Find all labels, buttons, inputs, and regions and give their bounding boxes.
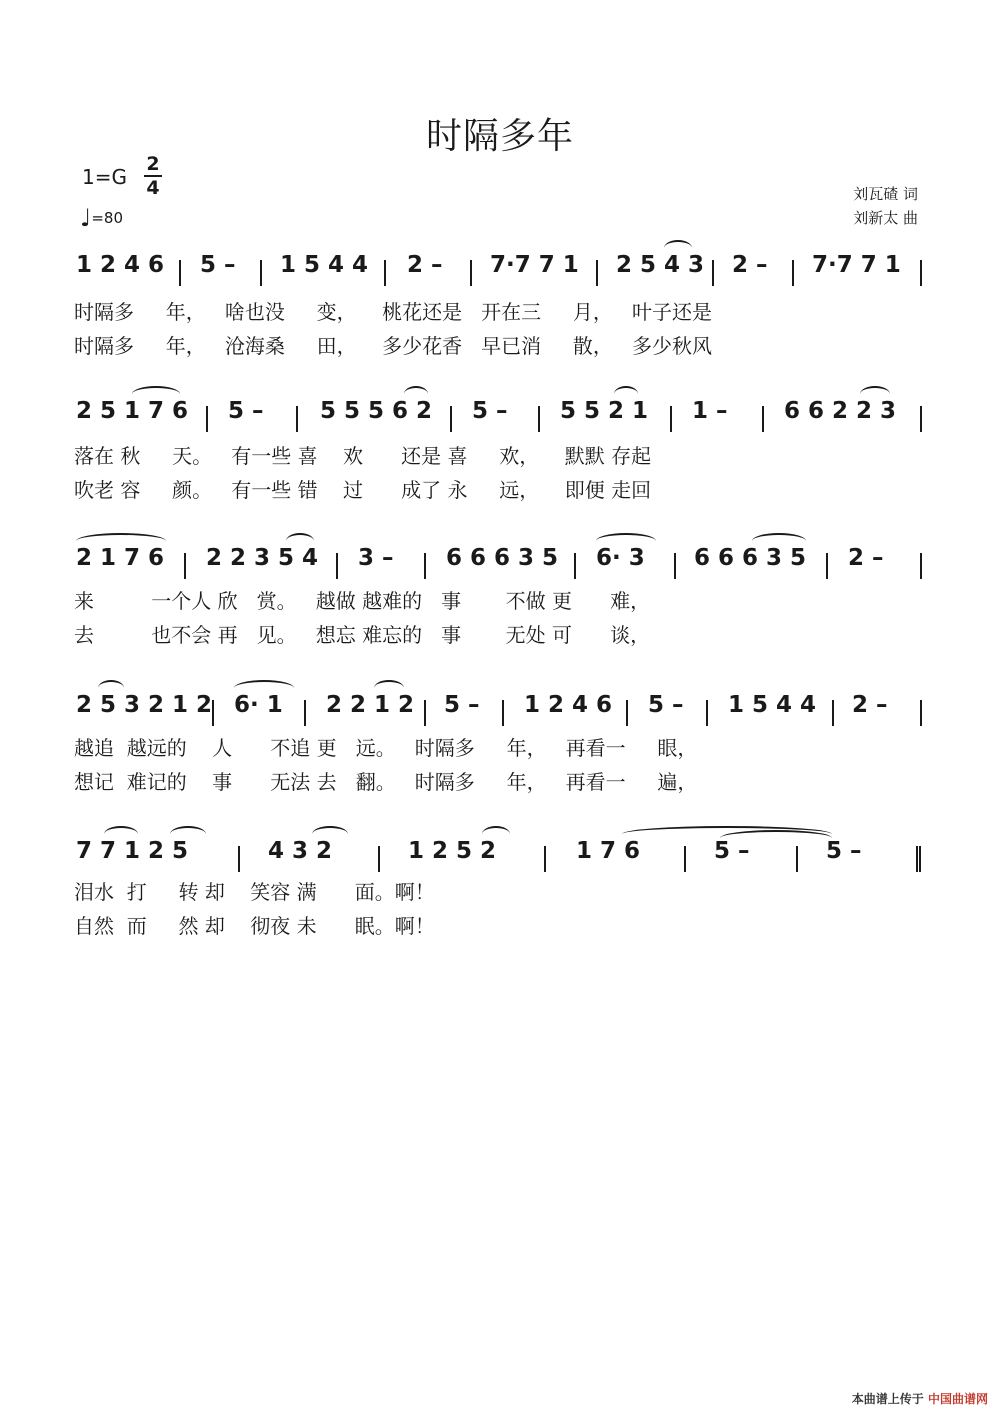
lyrics-verse-2: 想记 难记的 事 无法 去 翻。 时隔多 年， 再看一 遍， xyxy=(74,770,698,794)
upload-footer xyxy=(852,1390,988,1407)
measure: 2 2 1 2 xyxy=(326,692,415,718)
measure: 4 3 2 xyxy=(268,838,333,864)
system-1 xyxy=(0,252,1000,382)
measure: 1 2 4 6 xyxy=(524,692,613,718)
measure: 2 – xyxy=(407,252,443,278)
measure: 5 – xyxy=(200,252,236,278)
measure: 2 – xyxy=(848,545,884,571)
measure: 6 6 6 3 5 xyxy=(694,545,807,571)
lyrics-verse-1: 时隔多 年， 啥也没 变， 桃花还是 开在三 月， 叶子还是 xyxy=(74,300,713,324)
meter-top: 2 xyxy=(146,153,160,175)
measure: 1 5 4 4 xyxy=(280,252,369,278)
site-logo[interactable]: 中国曲谱网 xyxy=(927,1392,988,1406)
measure: 5 – xyxy=(826,838,862,864)
measure: 2 5 1 7 6 xyxy=(76,398,189,424)
notes-row xyxy=(74,252,926,302)
lyrics-verse-2: 去 也不会 再 见。 想忘 难忘的 事 无处 可 谈， xyxy=(74,623,651,647)
quarter-note-icon: ♩ xyxy=(80,204,92,232)
measure: 6 6 6 3 5 xyxy=(446,545,559,571)
lyrics-verse-2: 时隔多 年， 沧海桑 田， 多少花香 早已消 散， 多少秋风 xyxy=(74,334,713,358)
time-signature xyxy=(142,153,164,199)
measure: 2 – xyxy=(852,692,888,718)
measure: 7·7 7 1 xyxy=(490,252,579,278)
measure: 1 5 4 4 xyxy=(728,692,817,718)
measure: 2 2 3 5 4 xyxy=(206,545,319,571)
measure: 6 6 2 2 3 xyxy=(784,398,897,424)
lyrics-verse-1: 泪水 打 转 却 笑容 满 面。啊！ xyxy=(74,880,435,904)
system-2 xyxy=(0,398,1000,528)
measure: 1 2 5 2 xyxy=(408,838,497,864)
measure: 5 5 2 1 xyxy=(560,398,649,424)
measure: 1 7 6 xyxy=(576,838,641,864)
system-4 xyxy=(0,692,1000,822)
measure: 3 – xyxy=(358,545,394,571)
song-title: 时隔多年 xyxy=(425,116,574,157)
measure: 2 5 4 3 xyxy=(616,252,705,278)
measure: 5 – xyxy=(714,838,750,864)
system-5 xyxy=(0,838,1000,968)
lyrics-verse-1: 来 一个人 欣 赏。 越做 越难的 事 不做 更 难， xyxy=(74,589,651,613)
measure: 2 5 3 2 1 2 xyxy=(76,692,213,718)
measure: 2 – xyxy=(732,252,768,278)
measure: 5 – xyxy=(648,692,684,718)
composer: 刘新太 曲 xyxy=(853,209,918,227)
system-3 xyxy=(0,545,1000,675)
key-signature: 1=G xyxy=(82,165,127,189)
measure: 5 – xyxy=(472,398,508,424)
measure: 5 – xyxy=(228,398,264,424)
tempo-value: =80 xyxy=(91,209,123,227)
measure: 1 2 4 6 xyxy=(76,252,165,278)
credits xyxy=(853,182,918,230)
measure: 1 – xyxy=(692,398,728,424)
lyrics-verse-2: 吹老 容 颜。 有一些 错 过 成了 永 远， 即便 走回 xyxy=(74,478,652,502)
measure: 6· 1 xyxy=(234,692,283,718)
lyrics-verse-2: 自然 而 然 却 彻夜 未 眠。啊！ xyxy=(74,914,435,938)
measure: 7·7 7 1 xyxy=(812,252,901,278)
lyricist: 刘瓦碴 词 xyxy=(853,185,918,203)
measure: 7 7 1 2 5 xyxy=(76,838,189,864)
measure: 5 5 5 6 2 xyxy=(320,398,433,424)
lyrics-verse-1: 越追 越远的 人 不追 更 远。 时隔多 年， 再看一 眼， xyxy=(74,736,698,760)
lyrics-verse-1: 落在 秋 天。 有一些 喜 欢 还是 喜 欢， 默默 存起 xyxy=(74,444,652,468)
measure: 6· 3 xyxy=(596,545,645,571)
measure: 2 1 7 6 xyxy=(76,545,165,571)
tempo-marking xyxy=(80,204,123,232)
measure: 5 – xyxy=(444,692,480,718)
meter-bottom: 4 xyxy=(146,177,160,199)
footer-text: 本曲谱上传于 xyxy=(851,1392,924,1406)
